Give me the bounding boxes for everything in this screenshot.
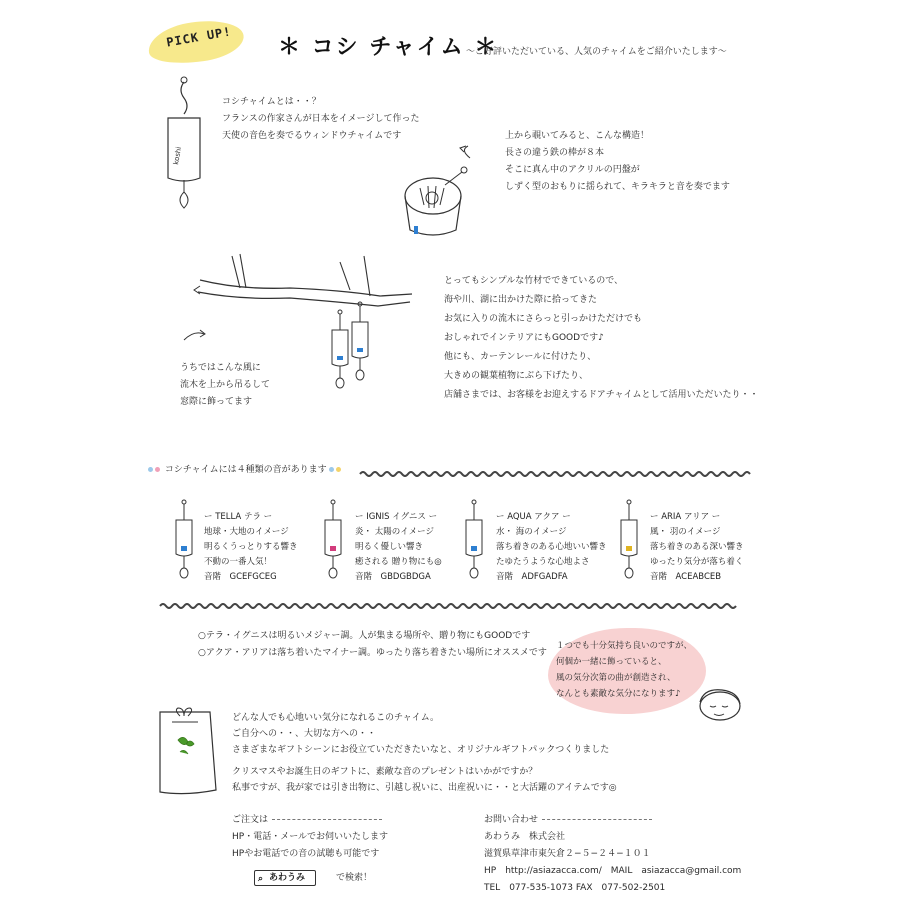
koshi-tag: koshi	[172, 146, 184, 166]
order-section: ご注文は HP・電話・メールでお伺いいたします HPやお電話での音の試聴も可能です	[232, 815, 389, 859]
chime-card-aqua: ー AQUA アクア ー 水・ 海のイメージ 落ち着きのある心地いい響き たゆたうような心地よさ 音階 ADFGADFA	[496, 512, 607, 582]
search-box-label: あわうみ	[269, 873, 306, 883]
page-subtitle: ～ご好評いただいている、人気のチャイムをご紹介いたします～	[466, 47, 727, 57]
search-box[interactable]	[254, 870, 316, 886]
chime-card-tella: ー TELLA テラ ー 地球・大地のイメージ 明るくうっとりする響き 不動の一番人気！ 音階 GCEFGCEG	[204, 512, 298, 582]
order-heading: ご注文は	[232, 815, 269, 825]
gift-bag-illustration	[160, 708, 216, 794]
chime-icon-aria	[621, 500, 637, 578]
notes-text: ○テラ・イグニスは明るいメジャー調。人が集まる場所や、贈り物にもGOODです ○アクア・アリアは落ち着いたマイナー調。ゆったり落ち着きたい場所にオススメです	[198, 631, 547, 658]
gift-text: どんな人でも心地いい気分になれるこのチャイム。 ご自分への・・、大切な方への・・ さまざまなギフトシーンにお役立ていただきたいなと、オリジナルギフトパックつくりました クリスマスやお誕生日のギフトに、素敵な音のプレゼントはいかがですか？ 私事ですが、我が家では引き出物に、引越し祝いに、出産祝いに・・と大活躍のアイテムです◎	[232, 713, 617, 793]
chime-card-ignis: ー IGNIS イグニス ー 炎・ 太陽のイメージ 明るく優しい響き 癒される 贈り物にも◎ 音階 GBDGBDGA	[355, 512, 442, 582]
chime-card-aria: ー ARIA アリア ー 風・ 羽のイメージ 落ち着きのある深い響き ゆったり気分が落ち着く 音階 ACEABCEB	[650, 512, 744, 582]
structure-text: 上から覗いてみると、こんな構造！ 長さの違う鉄の棒が８本 そこに真ん中のアクリルの円盤が しずく型のおもりに揺られて、キラキラと音を奏でます	[505, 131, 730, 192]
home-text: うちではこんな風に 流木を上から吊るして 窓際に飾ってます	[180, 363, 271, 407]
page-title: ＊ コシ チャイム ＊	[278, 35, 499, 60]
wavy-divider-top	[360, 472, 750, 476]
materials-text: とってもシンプルな竹材でできているので、 海や川、湖に出かけた際に拾ってきた お気に入りの流木にさらっと引っかけただけでも おしゃれでインテリアにもGOODです♪ 他にも、カーテンレールに付けたり、 大きめの観葉植物にぶら下げたり、 店舗さまでは、お客様をお迎えするドアチャイムとして活用いただいたり・・	[444, 276, 759, 400]
web-mail[interactable]: HP http://asiazacca.com/ MAIL asiazacca@gmail.com	[484, 866, 742, 876]
chime-icon-ignis	[325, 500, 341, 578]
pickup-badge-text: PICK UP!	[165, 24, 233, 50]
chime-icon-aqua	[466, 500, 482, 578]
color-dots-right	[329, 465, 343, 475]
contact-section	[484, 812, 741, 897]
types-heading: コシチャイムには４種類の音があります	[148, 462, 343, 479]
wavy-divider-bottom	[160, 604, 736, 608]
chime-top-view-illustration	[405, 146, 470, 235]
contact-heading: お問い合わせ	[484, 815, 539, 825]
color-dots	[148, 465, 165, 475]
speech-bubble-text: １つでも十分気持ち良いのですが、 何個か一緒に飾っていると、 風の気分次第の曲が創造され、 なんとも素敵な気分になります♪	[556, 641, 693, 699]
search-icon: ⌕	[258, 874, 264, 884]
koshi-chime-illustration	[168, 77, 200, 208]
address: 滋賀県草津市東矢倉２−５−２４−１０１	[484, 849, 651, 859]
search-suffix: で検索！	[336, 873, 373, 883]
company-name: あわうみ 株式会社	[484, 832, 566, 842]
chime-icon-tella	[176, 500, 192, 578]
intro-text: コシチャイムとは・・？ フランスの作家さんが日本をイメージして作った 天使の音色を奏でるウィンドウチャイムです	[222, 97, 420, 141]
phone-fax: TEL 077-535-1073 FAX 077-502-2501	[484, 883, 666, 893]
face-doodle-icon	[700, 690, 740, 720]
